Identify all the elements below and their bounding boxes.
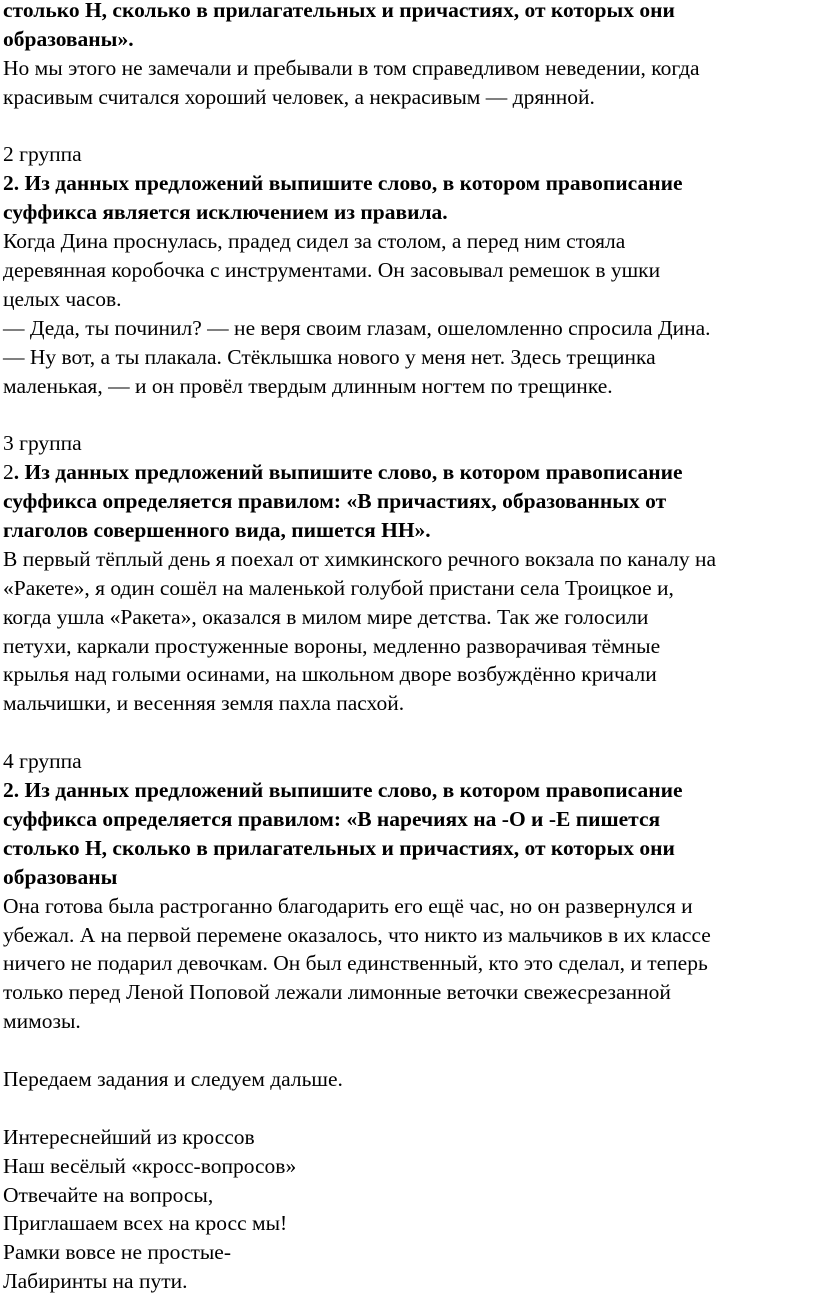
text-line: когда ушла «Ракета», оказался в милом мире детства. Так же голосили [3, 604, 649, 629]
poem-line: Интереснейший из кроссов [3, 1124, 255, 1149]
text-line: убежал. А на первой перемене оказалось, что никто из мальчиков в их классе [3, 922, 711, 947]
poem-line: Отвечайте на вопросы, [3, 1182, 214, 1207]
transition-text: Передаем задания и следуем дальше. [3, 1066, 343, 1091]
text-line: ничего не подарил девочкам. Он был единственный, кто это сделал, и теперь [3, 951, 708, 976]
task-line: суффикса является исключением из правила. [3, 200, 448, 225]
text-line: деревянная коробочка с инструментами. Он засовывал ремешок в ушки [3, 258, 661, 283]
intro-text [3, 54, 816, 112]
task-line: столько Н, сколько в прилагательных и причастиях, от которых они [3, 835, 675, 860]
text-line: Когда Дина проснулась, прадед сидел за столом, а перед ним стояла [3, 229, 626, 254]
text-line: крылья над голыми осинами, на школьном дворе возбуждённо кричали [3, 662, 657, 687]
blank-line [3, 112, 816, 141]
text-line: маленькая, — и он провёл твердым длинным ногтем по трещинке. [3, 373, 613, 398]
group2-text [3, 227, 816, 400]
text-line: петухи, каркали простуженные вороны, медленно разворачивая тёмные [3, 633, 661, 658]
text-line: В первый тёплый день я поехал от химкинского речного вокзала по каналу на [3, 546, 717, 571]
group4-text [3, 892, 816, 1036]
poem [3, 1123, 816, 1296]
text-line: целых часов. [3, 286, 122, 311]
group2-task [3, 169, 816, 227]
task-number: 2 [3, 460, 14, 485]
task-text: Из данных предложений выпишите слово, в котором правописание [19, 171, 683, 196]
text-line: мимозы. [3, 1009, 81, 1034]
text-line: «Ракете», я один сошёл на маленькой голубой пристани села Троицкое и, [3, 575, 674, 600]
task-line [3, 458, 816, 487]
group3-text [3, 545, 816, 718]
task-line [3, 169, 816, 198]
text-line: — Деда, ты починил? — не веря своим глазам, ошеломленно спросила Дина. [3, 315, 711, 340]
text-line: только перед Леной Поповой лежали лимонные веточки свежесрезанной [3, 980, 671, 1005]
group3-task [3, 458, 816, 545]
poem-line: Рамки вовсе не простые- [3, 1240, 231, 1265]
text-line: — Ну вот, а ты плакала. Стёклышка нового у меня нет. Здесь трещинка [3, 344, 656, 369]
text-line: Но мы этого не замечали и пребывали в том справедливом неведении, когда [3, 55, 700, 80]
poem-line: Лабиринты на пути. [3, 1269, 188, 1294]
blank-line [3, 1094, 816, 1123]
text-line: Она готова была растроганно благодарить его ещё час, но он развернулся и [3, 893, 693, 918]
task-line: глаголов совершенного вида, пишется НН». [3, 518, 431, 543]
group-heading: 3 группа [3, 431, 82, 456]
intro-task [3, 0, 816, 54]
task-line: суффикса определяется правилом: «В причастиях, образованных от [3, 489, 667, 514]
task-line: столько Н, сколько в прилагательных и причастиях, от которых они [3, 0, 675, 22]
blank-line [3, 1036, 816, 1065]
poem-line: Наш весёлый «кросс-вопросов» [3, 1153, 297, 1178]
text-line: мальчишки, и весенняя земля пахла пасхой. [3, 691, 405, 716]
task-line: образованы [3, 864, 118, 889]
task-number: 2. [3, 171, 20, 196]
task-line: суффикса определяется правилом: «В наречиях на -О и -Е пишется [3, 806, 661, 831]
task-line: 2. Из данных предложений выпишите слово, в котором правописание [3, 778, 683, 803]
blank-line [3, 400, 816, 429]
blank-line [3, 718, 816, 747]
poem-line: Приглашаем всех на кросс мы! [3, 1211, 288, 1236]
group4-task [3, 776, 816, 892]
text-line: красивым считался хороший человек, а некрасивым — дрянной. [3, 84, 595, 109]
task-text: . Из данных предложений выпишите слово, в котором правописание [13, 460, 683, 485]
group-heading: 4 группа [3, 749, 82, 774]
group-heading: 2 группа [3, 142, 82, 167]
task-line: образованы». [3, 26, 134, 51]
